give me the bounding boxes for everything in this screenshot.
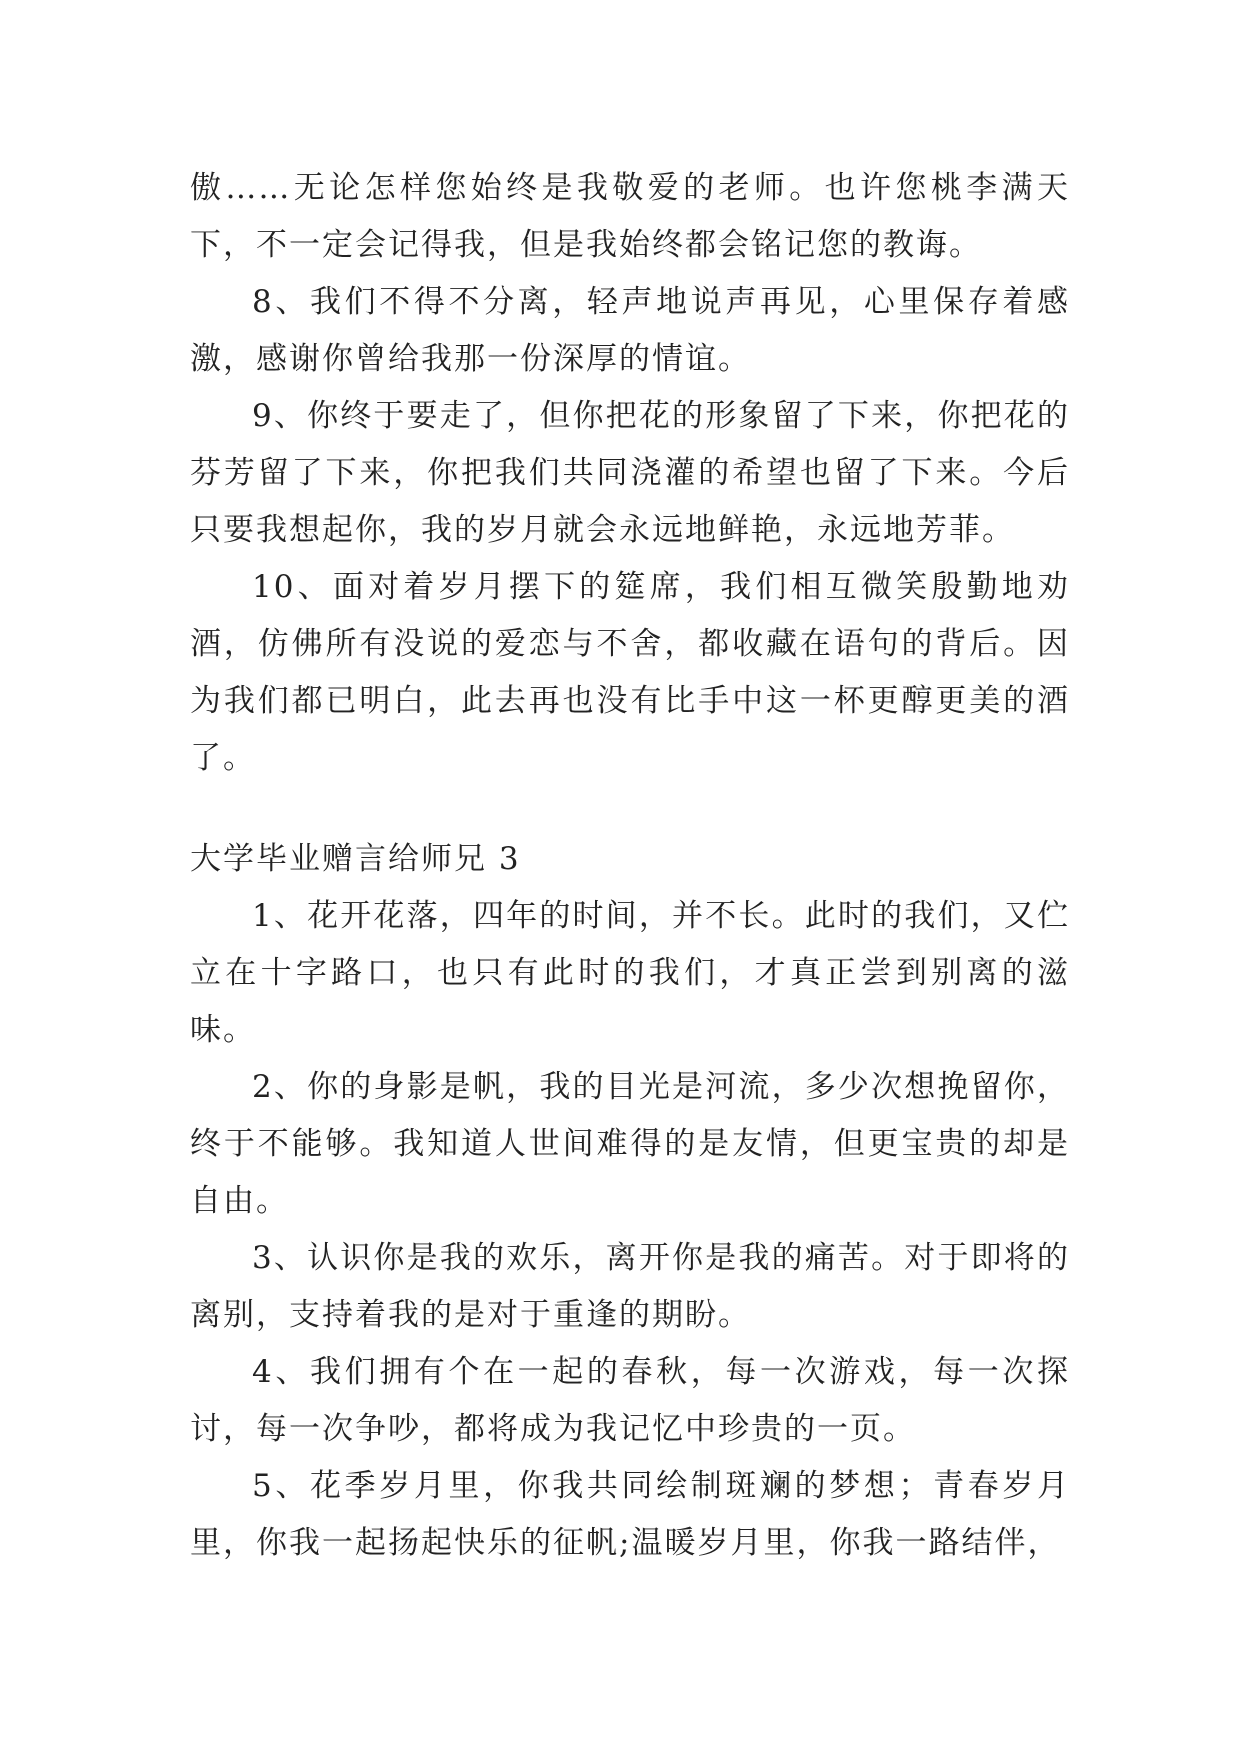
item-4-paragraph: 4、我们拥有个在一起的春秋，每一次游戏，每一次探讨，每一次争吵，都将成为我记忆中珍贵的一页。 (190, 1354, 1070, 1447)
item-1-paragraph: 1、花开花落，四年的时间，并不长。此时的我们，又伫立在十字路口，也只有此时的我们，才真正尝到别离的滋味。 (190, 898, 1070, 1048)
item-5-paragraph: 5、花季岁月里，你我共同绘制斑斓的梦想；青春岁月里，你我一起扬起快乐的征帆;温暖岁月里，你我一路结伴， (190, 1468, 1070, 1561)
item-3-paragraph: 3、认识你是我的欢乐，离开你是我的痛苦。对于即将的离别，支持着我的是对于重逢的期盼。 (190, 1240, 1070, 1333)
document-body (190, 160, 1070, 1572)
item-8-paragraph: 8、我们不得不分离，轻声地说声再见，心里保存着感激，感谢你曾给我那一份深厚的情谊。 (190, 284, 1070, 377)
item-10-paragraph: 10、面对着岁月摆下的筵席，我们相互微笑殷勤地劝酒，仿佛所有没说的爱恋与不舍，都收藏在语句的背后。因为我们都已明白，此去再也没有比手中这一杯更醇更美的酒了。 (190, 569, 1070, 776)
section-3-heading: 大学毕业赠言给师兄 3 (190, 841, 521, 877)
item-2-paragraph: 2、你的身影是帆，我的目光是河流，多少次想挽留你，终于不能够。我知道人世间难得的是友情，但更宝贵的却是自由。 (190, 1069, 1070, 1219)
continuation-paragraph: 傲……无论怎样您始终是我敬爱的老师。也许您桃李满天下，不一定会记得我，但是我始终都会铭记您的教诲。 (190, 170, 1070, 263)
item-9-paragraph: 9、你终于要走了，但你把花的形象留了下来，你把花的芬芳留了下来，你把我们共同浇灌的希望也留了下来。今后只要我想起你，我的岁月就会永远地鲜艳，永远地芳菲。 (190, 398, 1070, 548)
